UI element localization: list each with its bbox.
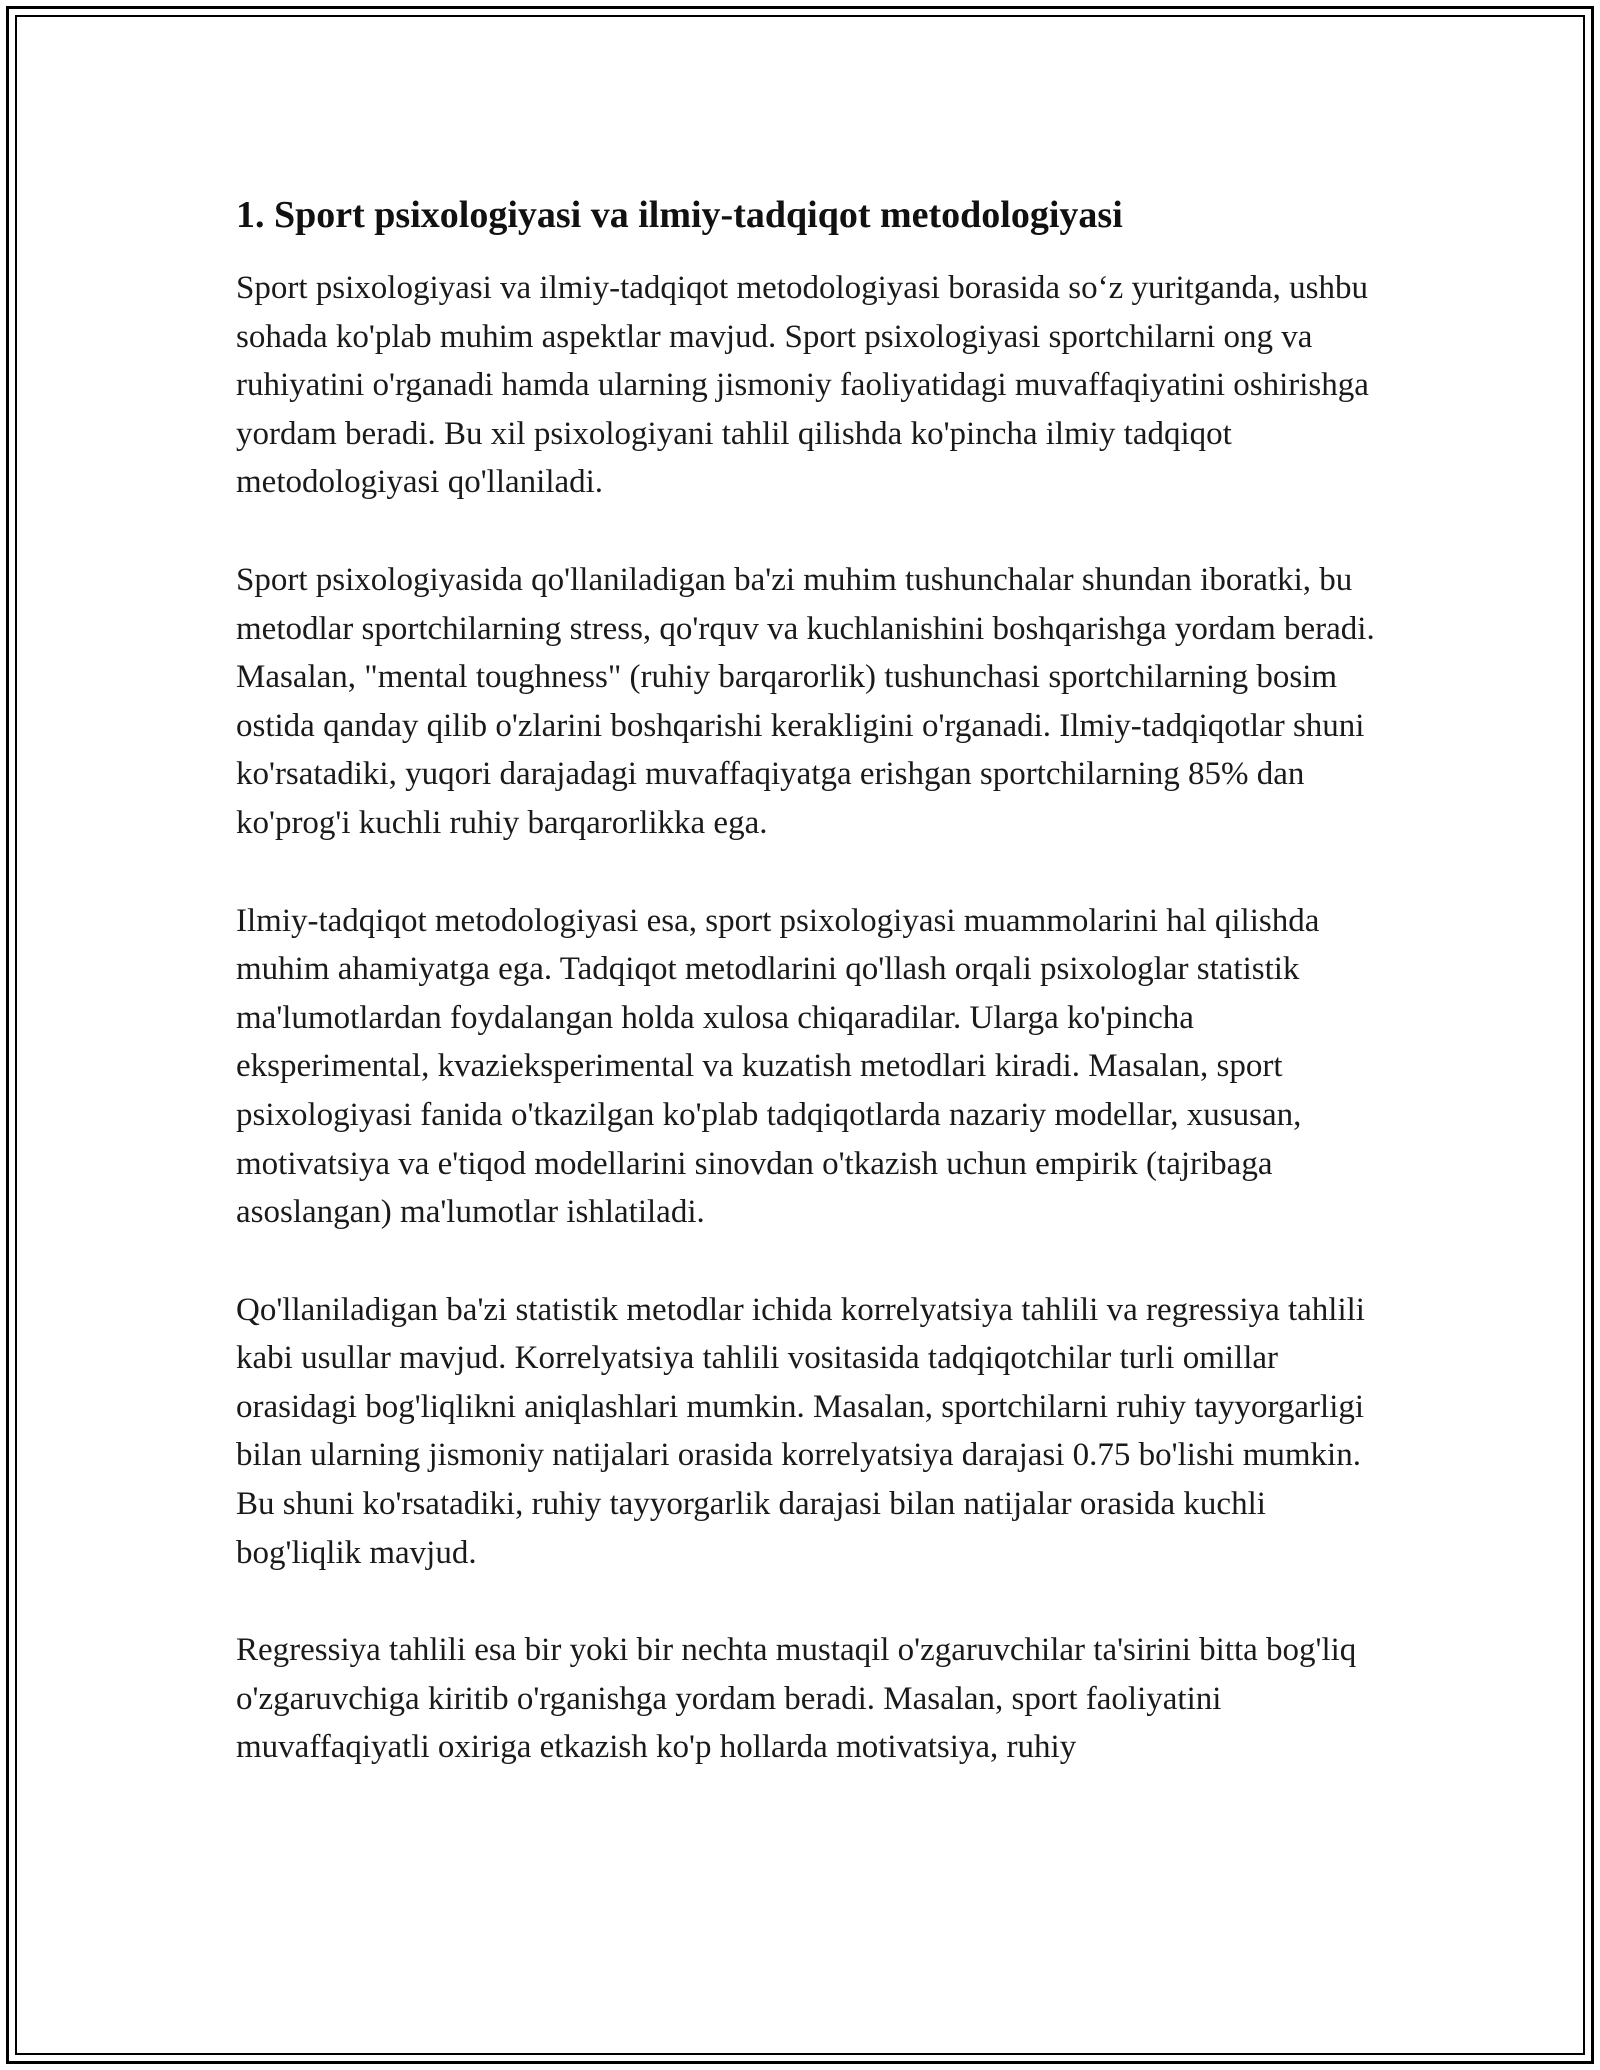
paragraph-2: Sport psixologiyasida qo'llaniladigan ba'zi muhim tushunchalar shundan iboratki, bu metodlar sportchilarning stress, qo'rquv va kuchlanishini boshqarishga yordam beradi. Masalan, "mental toughness" (ruhiy barqarorlik) tushunchasi sportchilarning bosim ostida qanday qilib o'zlarini boshqarishi kerakligini o'rganadi. Ilmiy-tadqiqotlar shuni ko'rsatadiki, yuqori darajadagi muvaffaqiyatga erishgan sportchilarning 85% dan ko'prog'i kuchli ruhiy barqarorlikka ega. bbox=[236, 561, 1375, 841]
paragraph-3: Ilmiy-tadqiqot metodologiyasi esa, sport psixologiyasi muammolarini hal qilishda muhim ahamiyatga ega. Tadqiqot metodlarini qo'llash orqali psixologlar statistik ma'lumotlardan foydalangan holda xulosa chiqaradilar. Ularga ko'pincha eksperimental, kvazieksperimental va kuzatish metodlari kiradi. Masalan, sport psixologiyasi fanida o'tkazilgan ko'plab tadqiqotlarda nazariy modellar, xususan, motivatsiya va e'tiqod modellarini sinovdan o'tkazish uchun empirik (tajribaga asoslangan) ma'lumotlar ishlatiladi. bbox=[236, 902, 1320, 1231]
paragraph-5: Regressiya tahlili esa bir yoki bir nechta mustaqil o'zgaruvchilar ta'sirini bitta bog'liq o'zgaruvchiga kiritib o'rganishga yordam beradi. Masalan, sport faoliyatini muvaffaqiyatli oxiriga etkazish ko'p hollarda motivatsiya, ruhiy bbox=[236, 1632, 1357, 1766]
document-body bbox=[236, 190, 1376, 1821]
paragraph-4: Qo'llaniladigan ba'zi statistik metodlar ichida korrelyatsiya tahlili va regressiya tahlili kabi usullar mavjud. Korrelyatsiya tahlili vositasida tadqiqotchilar turli omillar orasidagi bog'liqlikni aniqlashlari mumkin. Masalan, sportchilarni ruhiy tayyorgarligi bilan ularning jismoniy natijalari orasida korrelyatsiya darajasi 0.75 bo'lishi mumkin. Bu shuni ko'rsatadiki, ruhiy tayyorgarlik darajasi bilan natijalar orasida kuchli bog'liqlik mavjud. bbox=[236, 1291, 1365, 1571]
paragraph-1: Sport psixologiyasi va ilmiy-tadqiqot metodologiyasi borasida so‘z yuritganda, ushbu sohada ko'plab muhim aspektlar mavjud. Sport psixologiyasi sportchilarni ong va ruhiyatini o'rganadi hamda ularning jismoniy faoliyatidagi muvaffaqiyatini oshirishga yordam beradi. Bu xil psixologiyani tahlil qilishda ko'pincha ilmiy tadqiqot metodologiyasi qo'llaniladi. bbox=[236, 270, 1369, 501]
section-heading: 1. Sport psixologiyasi va ilmiy-tadqiqot metodologiyasi bbox=[236, 194, 1123, 236]
